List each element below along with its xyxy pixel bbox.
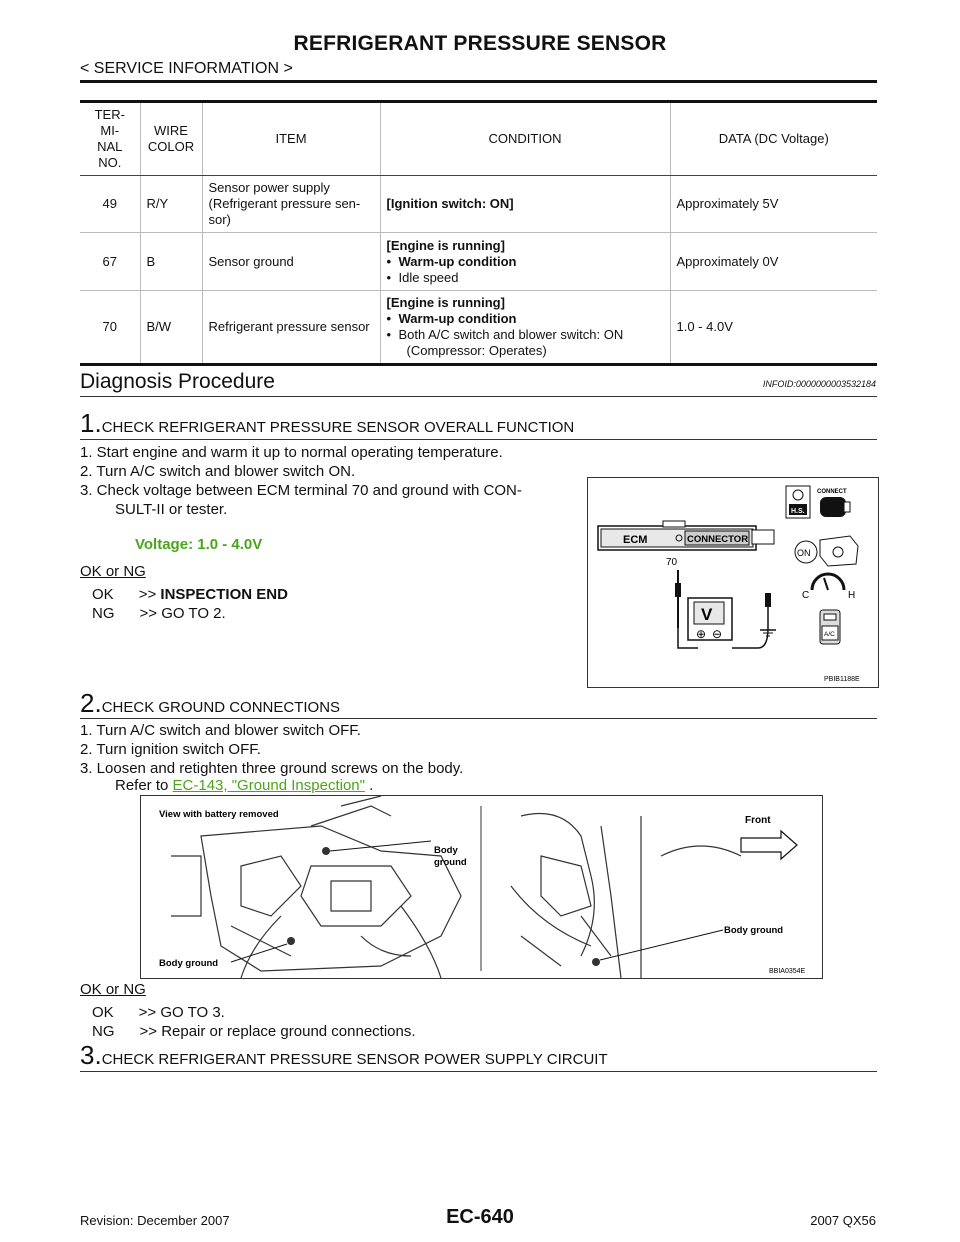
svg-text:⊕: ⊕ xyxy=(696,627,707,641)
ground-inspection-link[interactable]: EC-143, "Ground Inspection" xyxy=(172,777,365,794)
diagnosis-heading: Diagnosis Procedure xyxy=(80,370,275,393)
step-2-item: 2. Turn ignition switch OFF. xyxy=(80,741,261,758)
step-1-item: 3. Check voltage between ECM terminal 70 and ground with CON- xyxy=(80,482,522,499)
table-row: 70 B/W Refrigerant pressure sensor [Engine is running] • Warm-up condition • Both A/C switch and blower switch: ON (Compressor: Operates) 1.0 - 4.0V xyxy=(80,291,877,365)
step-1-item: SULT-II or tester. xyxy=(115,501,228,518)
body-ground-diagram xyxy=(141,796,822,978)
svg-text:ON: ON xyxy=(797,548,811,558)
step-1-item: 2. Turn A/C switch and blower switch ON. xyxy=(80,463,356,480)
svg-text:H: H xyxy=(848,590,856,601)
svg-text:C: C xyxy=(802,590,810,601)
col-data: DATA (DC Voltage) xyxy=(670,102,877,176)
step-2-ng-result: NG >> Repair or replace ground connections. xyxy=(92,1023,416,1040)
step-2-ok-or-ng: OK or NG xyxy=(80,981,146,998)
model-year: 2007 QX56 xyxy=(810,1213,876,1228)
step-2-item: 1. Turn A/C switch and blower switch OFF. xyxy=(80,722,361,739)
svg-text:A/C: A/C xyxy=(824,631,835,638)
ecm-connector-diagram xyxy=(588,478,878,687)
ac-switch-icon xyxy=(820,610,840,644)
terminal-data-table xyxy=(80,100,877,366)
table-row: 49 R/Y Sensor power supply (Refrigerant pressure sen- sor) [Ignition switch: ON] Approximately 5V xyxy=(80,176,877,233)
col-condition: CONDITION xyxy=(380,102,670,176)
svg-text:CONNECT: CONNECT xyxy=(817,489,847,495)
table-row: 67 B Sensor ground [Engine is running] • Warm-up condition • Idle speed Approximately 0V xyxy=(80,233,877,291)
step-1-heading: 1.CHECK REFRIGERANT PRESSURE SENSOR OVERALL FUNCTION xyxy=(80,408,575,438)
step-1-ok-result: OK >> INSPECTION END xyxy=(92,586,288,603)
step-3-heading: 3.CHECK REFRIGERANT PRESSURE SENSOR POWER SUPPLY CIRCUIT xyxy=(80,1040,608,1070)
ignition-on-icon xyxy=(795,536,858,566)
col-item: ITEM xyxy=(202,102,380,176)
voltage-spec: Voltage: 1.0 - 4.0V xyxy=(135,536,263,553)
col-wire-color: WIRE COLOR xyxy=(140,102,202,176)
step-1-ng-result: NG >> GO TO 2. xyxy=(92,605,226,622)
step-2-ok-result: OK >> GO TO 3. xyxy=(92,1004,225,1021)
step-3-rule xyxy=(80,1071,877,1072)
terminal-label: 70 xyxy=(666,557,678,568)
body-ground-label-top: Body ground xyxy=(434,845,467,868)
voltmeter-label: V xyxy=(701,605,713,624)
body-ground-label-left: Body ground xyxy=(159,958,219,969)
col-terminal: TER- MI- NAL NO. xyxy=(80,102,140,176)
page-title: REFRIGERANT PRESSURE SENSOR xyxy=(293,32,667,55)
diagnosis-rule xyxy=(80,396,877,397)
step-2-rule xyxy=(80,718,877,719)
svg-text:⊖: ⊖ xyxy=(712,627,723,641)
figure-code: PBIB1188E xyxy=(824,676,860,683)
step-1-ok-or-ng: OK or NG xyxy=(80,563,146,580)
step-1-item: 1. Start engine and warm it up to normal operating temperature. xyxy=(80,444,503,461)
svg-text:H.S.: H.S. xyxy=(791,508,805,515)
figure-code: BBIA0354E xyxy=(769,968,806,975)
front-label: Front xyxy=(745,815,771,826)
consult-connect-icon xyxy=(786,486,850,518)
body-ground-label-right: Body ground xyxy=(724,925,784,936)
ground-screws-figure xyxy=(140,795,823,979)
step-2-refer: Refer to EC-143, "Ground Inspection" . xyxy=(115,777,374,794)
section-breadcrumb: < SERVICE INFORMATION > xyxy=(80,60,293,77)
info-id: INFOID:0000000003532184 xyxy=(762,379,876,389)
step-2-heading: 2.CHECK GROUND CONNECTIONS xyxy=(80,688,341,718)
ecm-label: ECM xyxy=(623,534,648,546)
step-2-item: 3. Loosen and retighten three ground screws on the body. xyxy=(80,760,464,777)
ecm-voltage-figure xyxy=(587,477,879,688)
revision-date: Revision: December 2007 xyxy=(80,1213,230,1228)
header-rule xyxy=(80,80,877,83)
connector-label: CONNECTOR xyxy=(687,534,749,545)
temp-dial-icon xyxy=(802,574,855,601)
view-label: View with battery removed xyxy=(159,809,279,820)
step-1-rule xyxy=(80,439,877,440)
page-number: EC-640 xyxy=(446,1206,514,1228)
